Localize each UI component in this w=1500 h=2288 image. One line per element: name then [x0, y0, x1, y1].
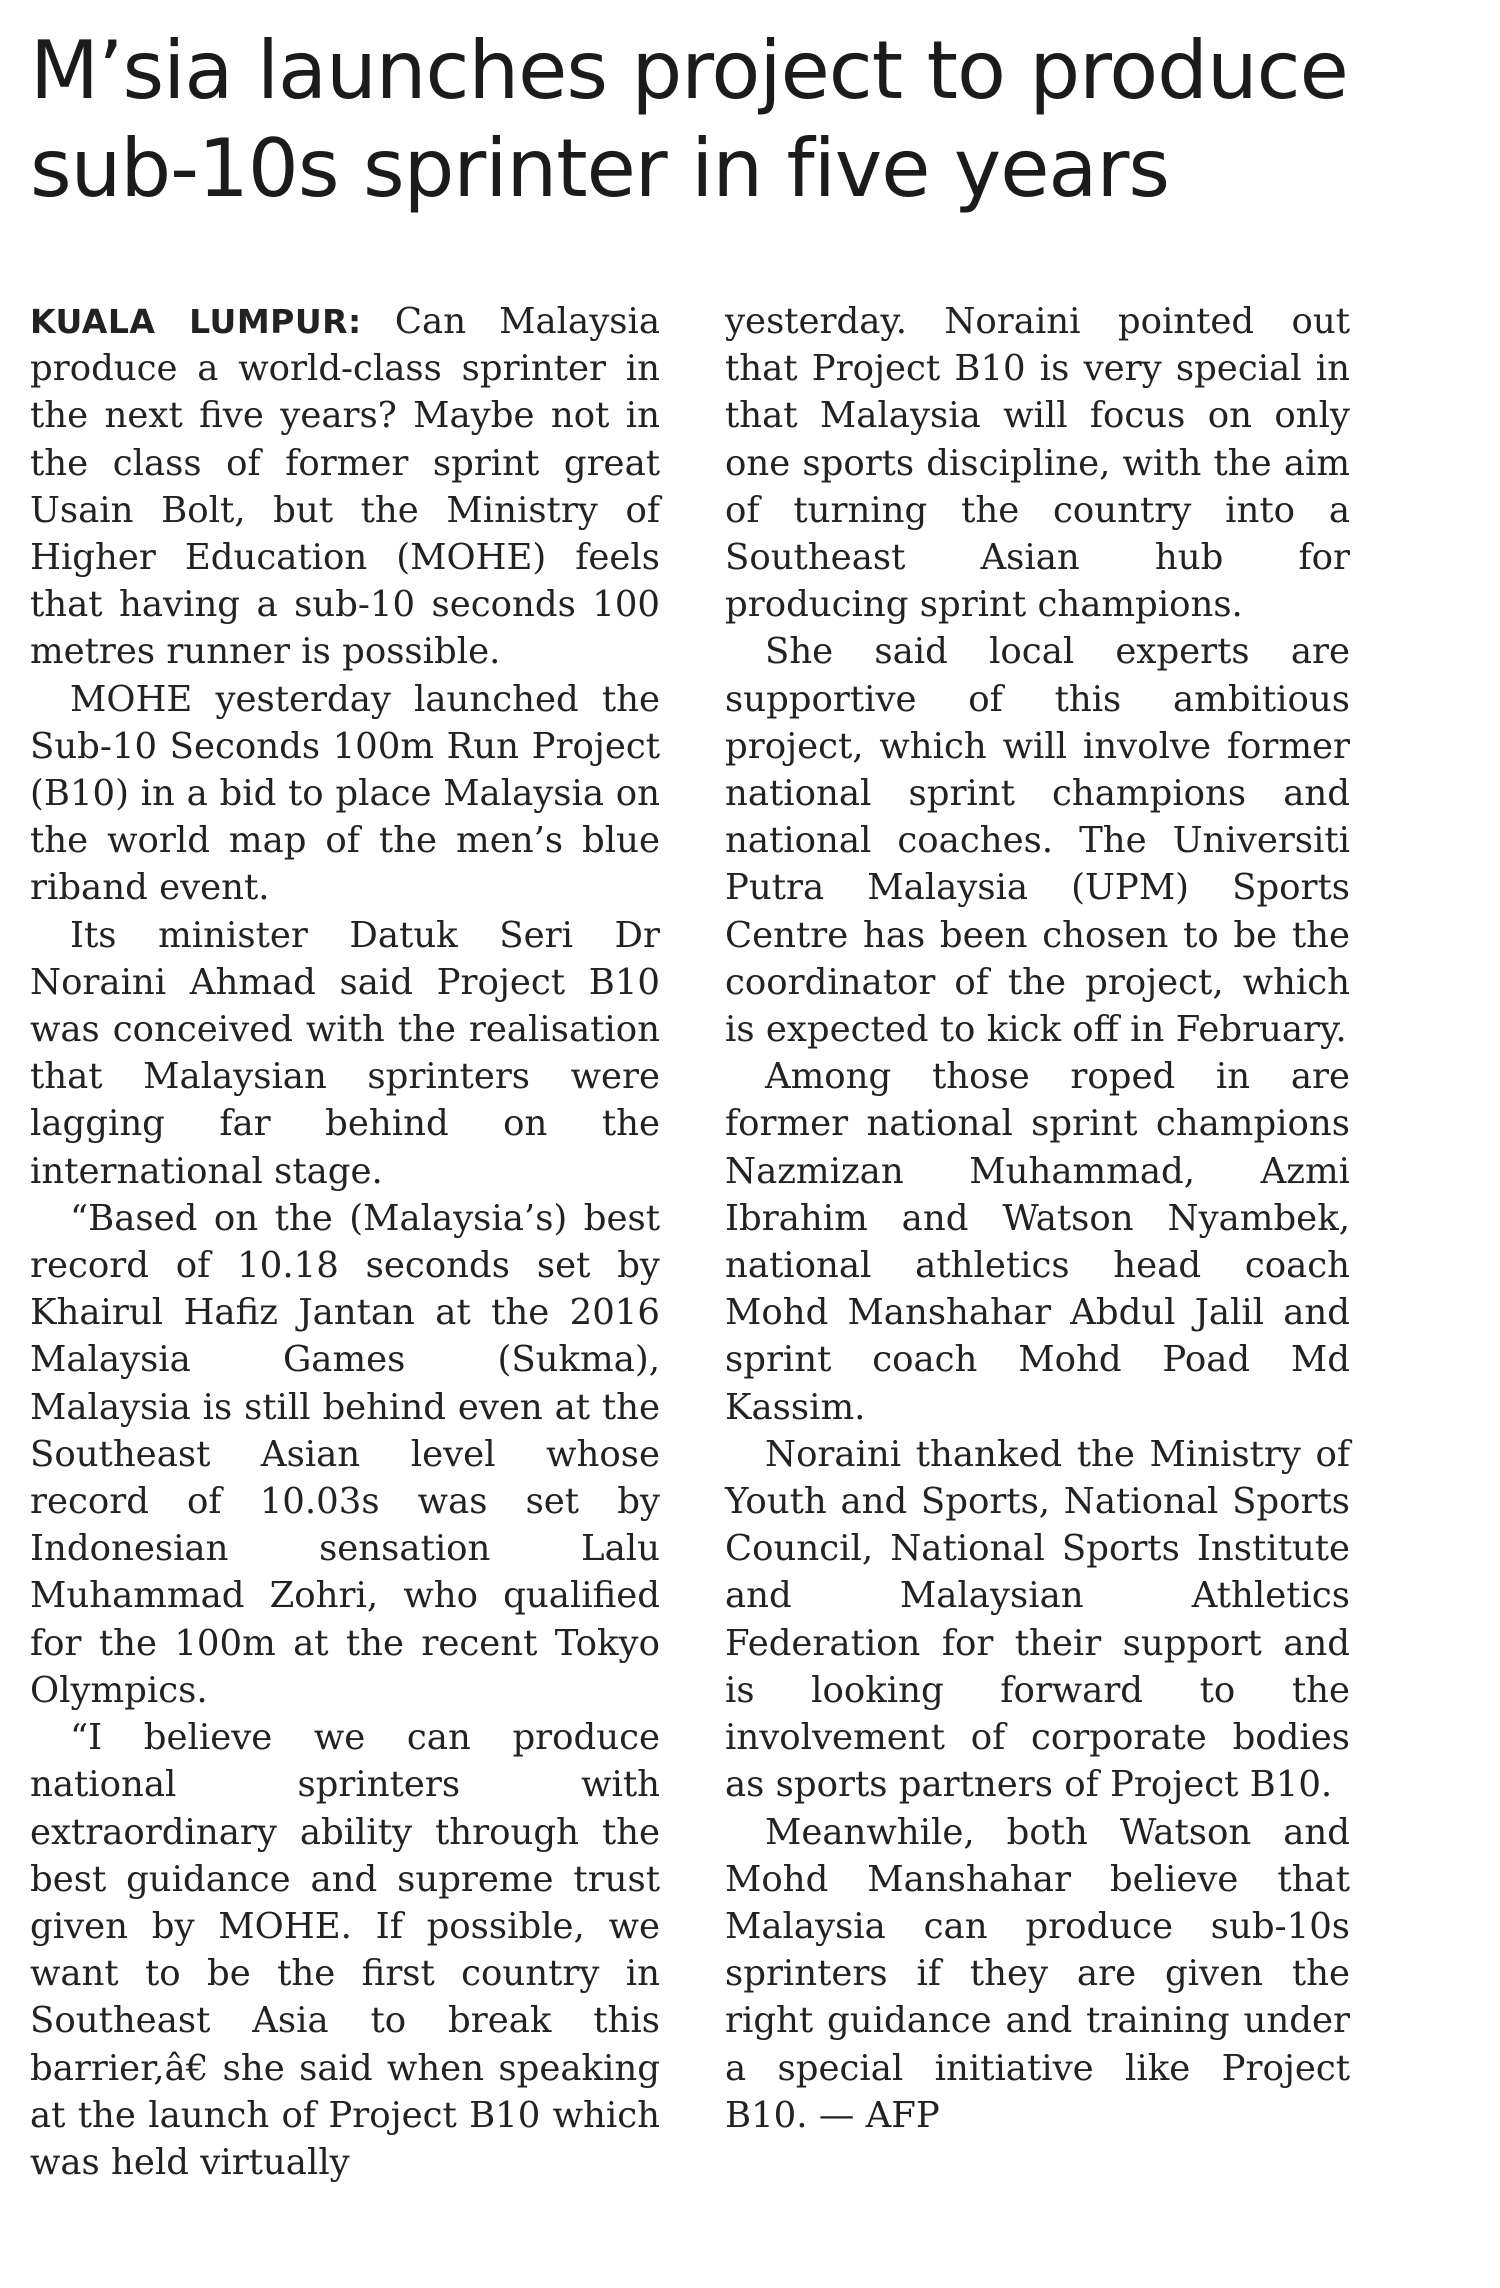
headline-line-2: sub-10s sprinter in five years: [30, 122, 1170, 215]
paragraph-text: Can Malaysia produce a world-class sprinter in the next five years? Maybe not in the class of former sprint great Usain Bolt, but the Ministry of Higher Education (MOHE) feels that having a sub-10 seconds 100 metres runner is possible.: [30, 301, 660, 673]
paragraph: “I believe we can produce national sprinters with extraordinary ability through the best guidance and supreme trust given by MOHE. If possible, we want to be the first country in Southeast Asia to break this barrier,â€ she said when speaking at the launch of Project B10 which was held virtually: [30, 1717, 660, 2183]
paragraph: Its minister Datuk Seri Dr Noraini Ahmad said Project B10 was conceived with the realisation that Malaysian sprinters were lagging far behind on the international stage.: [30, 914, 660, 1192]
headline-line-1: M’sia launches project to produce: [30, 24, 1348, 117]
paragraph: Meanwhile, both Watson and Mohd Manshahar believe that Malaysia can produce sub-10s sprinters if they are given the right guidance and training under a special initiative like Project B10. — AFP: [725, 1811, 1350, 2136]
article-column-right: [725, 298, 1350, 2139]
article-headline: [30, 22, 1430, 218]
paragraph: [30, 298, 660, 676]
dateline: KUALA LUMPUR:: [30, 302, 362, 341]
paragraph: Among those roped in are former national sprint champions Nazmizan Muhammad, Azmi Ibrahim and Watson Nyambek, national athletics head coach Mohd Manshahar Abdul Jalil and sprint coach Mohd Poad Md Kassim.: [725, 1056, 1350, 1428]
paragraph: yesterday. Noraini pointed out that Project B10 is very special in that Malaysia will focus on only one sports discipline, with the aim of turning the country into a Southeast Asian hub for producing sprint champions.: [725, 301, 1350, 626]
paragraph: MOHE yesterday launched the Sub-10 Seconds 100m Run Project (B10) in a bid to place Malaysia on the world map of the men’s blue riband event.: [30, 678, 660, 909]
article-column-left: [30, 298, 660, 2186]
paragraph: She said local experts are supportive of this ambitious project, which will involve former national sprint champions and national coaches. The Universiti Putra Malaysia (UPM) Sports Centre has been chosen to be the coordinator of the project, which is expected to kick off in February.: [725, 631, 1350, 1051]
paragraph: “Based on the (Malaysia’s) best record of 10.18 seconds set by Khairul Hafiz Jantan at the 2016 Malaysia Games (Sukma), Malaysia is still behind even at the Southeast Asian level whose record of 10.03s was set by Indonesian sensation Lalu Muhammad Zohri, who qualified for the 100m at the recent Tokyo Olympics.: [30, 1197, 660, 1711]
paragraph: Noraini thanked the Ministry of Youth and Sports, National Sports Council, National Sports Institute and Malaysian Athletics Federation for their support and is looking forward to the involvement of corporate bodies as sports partners of Project B10.: [725, 1433, 1350, 1806]
